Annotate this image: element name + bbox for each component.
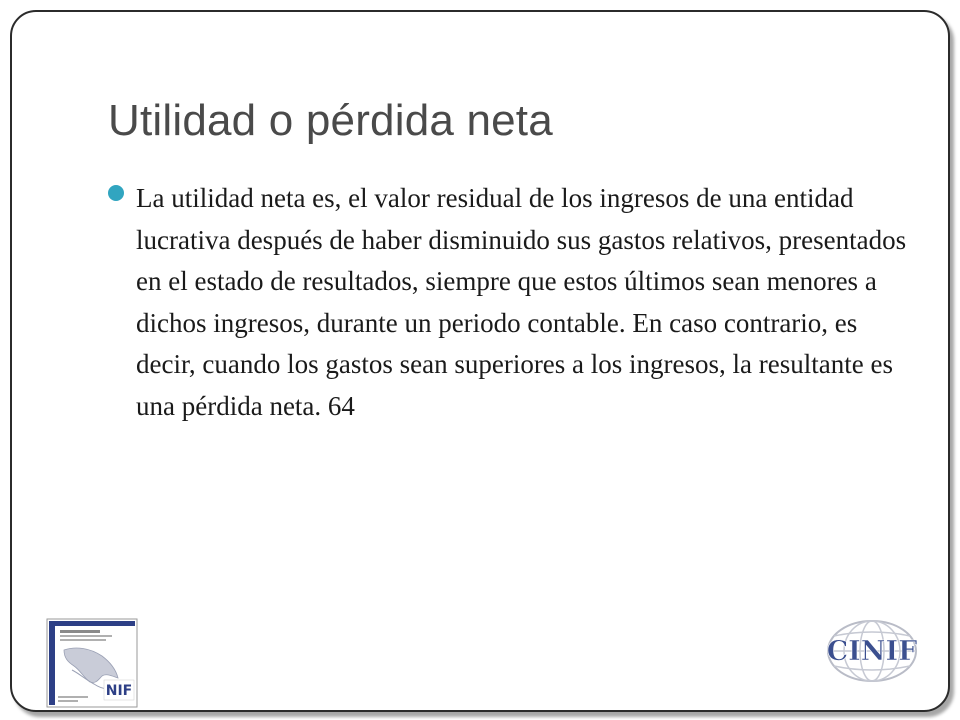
slide-frame	[10, 10, 950, 712]
cinif-logo-text: CINIF	[826, 636, 918, 667]
cinif-logo	[820, 618, 924, 684]
nif-logo-text: NIF	[105, 683, 133, 699]
bullet-dot-icon	[108, 185, 124, 201]
bullet-item	[108, 178, 918, 427]
slide-title: Utilidad o pérdida neta	[108, 96, 553, 145]
nif-booklet-logo	[46, 618, 138, 708]
bullet-text: La utilidad neta es, el valor residual de los ingresos de una entidad lucrativa después de haber disminuido sus gastos relativos, presentados en el estado de resultados, siempre que estos últimos sean menores a dichos ingresos, durante un periodo contable. En caso contrario, es decir, cuando los gastos sean superiores a los ingresos, la resultante es una pérdida neta. 64	[136, 183, 907, 421]
